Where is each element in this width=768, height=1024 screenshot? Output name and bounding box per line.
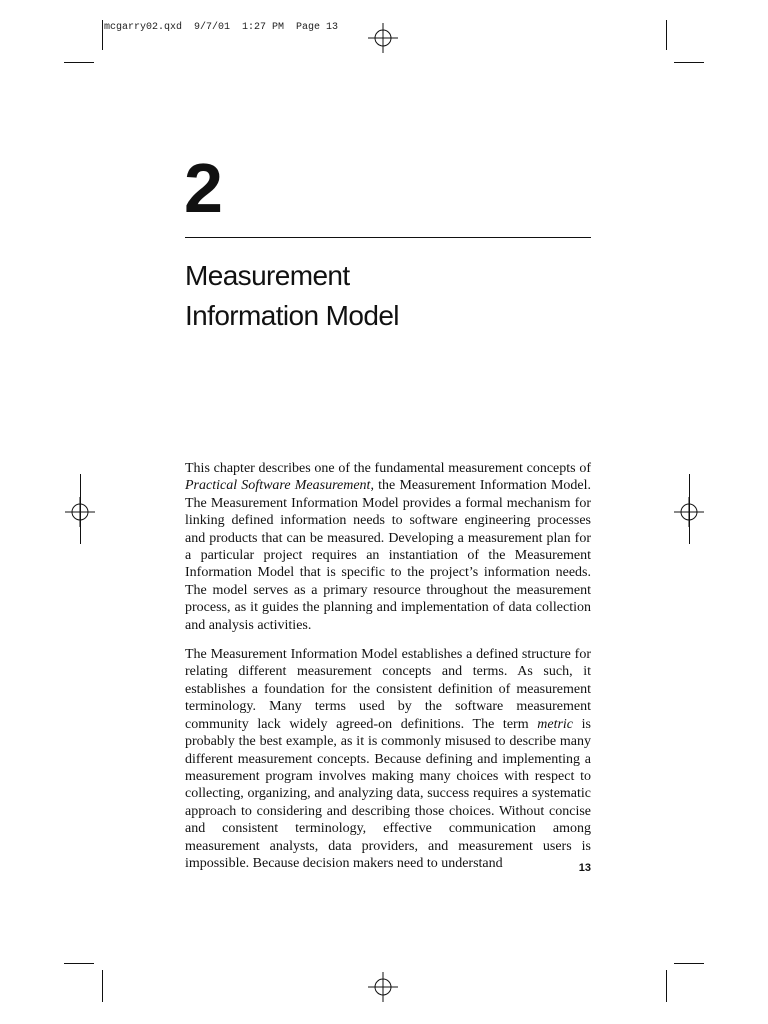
crop-mark: [80, 474, 81, 544]
crop-mark: [689, 474, 690, 544]
text-span: This chapter describes one of the fundamental measurement concepts of: [185, 461, 591, 476]
crop-mark: [666, 970, 667, 1002]
crop-mark: [674, 62, 704, 63]
crop-mark: [102, 970, 103, 1002]
italic-text: metric: [537, 716, 574, 732]
paragraph: [185, 460, 591, 634]
italic-text: Practical Software Measurement: [185, 478, 371, 494]
registration-mark-icon: [368, 972, 398, 1002]
text-span: , the Measurement Information Model. The Measurement Information Model provides a formal mechanism for linking defined information needs to software engineering processes and products that can be measured. Developing a measurement plan for a particular project requires an instantiation of the Measurement Information Model that is specific to the project’s information needs. The model serves as a primary resource throughout the measurement process, as it guides the planning and implementation of data collection and analysis activities.: [185, 478, 591, 633]
chapter-rule: [185, 237, 591, 238]
text-span: is probably the best example, as it is commonly misused to describe many different measurement concepts. Because defining and implementing a measurement program involves making many choices with respect to collecting, organizing, and analyzing data, success requires a systematic approach to considering and describing those choices. Without concise and consistent terminology, effective communication among measurement analysts, data providers, and measurement users is impossible. Because decision makers need to understand: [185, 716, 591, 871]
chapter-number: 2: [184, 149, 223, 227]
chapter-title: [185, 256, 605, 336]
paragraph: [185, 646, 591, 872]
crop-mark: [674, 963, 704, 964]
crop-mark: [64, 62, 94, 63]
text-span: The Measurement Information Model establishes a defined structure for relating different measurement concepts and terms. As such, it establishes a foundation for the consistent definition of measurement terminology. Many terms used by the software measurement community lack widely agreed-on definitions. The term: [185, 647, 591, 732]
crop-mark: [102, 20, 103, 50]
crop-mark: [666, 20, 667, 50]
body-text: [185, 460, 591, 884]
page-number: 13: [578, 862, 591, 874]
chapter-title-line: Information Model: [185, 300, 399, 331]
registration-mark-icon: [368, 23, 398, 53]
slug-line: mcgarry02.qxd 9/7/01 1:27 PM Page 13: [104, 22, 339, 33]
chapter-title-line: Measurement: [185, 260, 350, 291]
crop-mark: [64, 963, 94, 964]
